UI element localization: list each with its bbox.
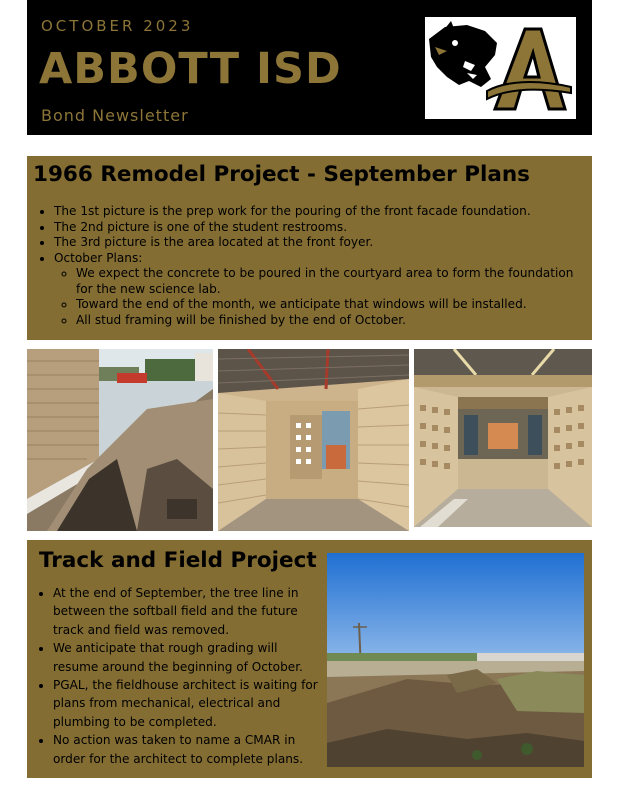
remodel-bullet: • The 2nd picture is one of the student restrooms. xyxy=(54,220,584,236)
track-field-bullet: • At the end of September, the tree line in between the softball field and the future track and field was removed. xyxy=(53,584,321,639)
track-field-bullet: • PGAL, the fieldhouse architect is waiting for plans from mechanical, electrical and plumbing to be completed. xyxy=(53,676,321,731)
track-field-bullet-list xyxy=(35,584,321,768)
october-plans-list xyxy=(54,266,584,328)
remodel-bullet: • The 3rd picture is the area located at the front foyer. xyxy=(54,235,584,251)
logo-letter-a xyxy=(495,29,565,109)
track-field-site-photo xyxy=(327,553,584,767)
remodel-bullet: • The 1st picture is the prep work for the pouring of the front facade foundation. xyxy=(54,204,584,220)
track-field-title: Track and Field Project xyxy=(39,548,317,573)
district-title: ABBOTT ISD xyxy=(39,44,342,94)
panther-logo xyxy=(425,17,576,119)
remodel-title: 1966 Remodel Project - September Plans xyxy=(33,162,530,187)
newsletter-subtitle: Bond Newsletter xyxy=(41,106,189,125)
remodel-bullet-list xyxy=(33,204,584,328)
track-field-bullet: • We anticipate that rough grading will resume around the beginning of October. xyxy=(53,639,321,676)
october-plan-item: ◦ Toward the end of the month, we anticipate that windows will be installed. xyxy=(76,297,584,313)
remodel-section xyxy=(27,156,592,340)
front-foyer-photo xyxy=(414,349,592,527)
remodel-bullet xyxy=(54,251,584,329)
track-field-bullet: • No action was taken to name a CMAR in order for the architect to complete plans. xyxy=(53,731,321,768)
october-plan-item: ◦ All stud framing will be finished by the end of October. xyxy=(76,313,584,329)
foundation-prep-photo xyxy=(27,349,213,531)
october-plan-item: ◦ We expect the concrete to be poured in the courtyard area to form the foundation for the new science lab. xyxy=(76,266,584,297)
october-plans-label: October Plans: xyxy=(54,250,143,265)
newsletter-header xyxy=(27,0,592,135)
issue-date: OCTOBER 2023 xyxy=(41,17,194,35)
student-restroom-photo xyxy=(218,349,409,531)
